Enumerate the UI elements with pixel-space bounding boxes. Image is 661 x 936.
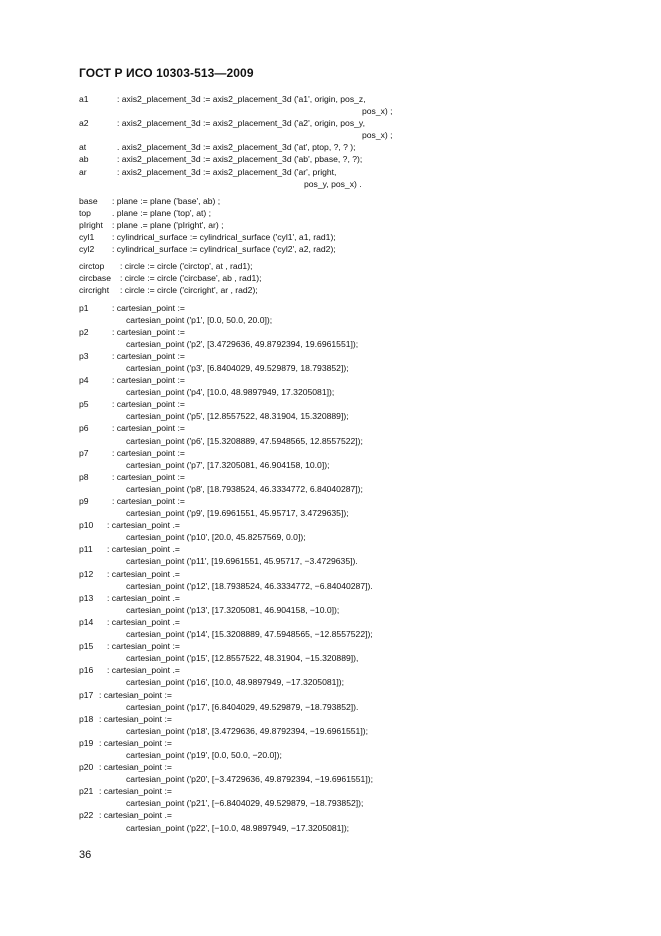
entity-definition: cartesian_point ('p16', [10.0, 48.9897949, −17.3205081]); (126, 677, 345, 688)
code-line (79, 725, 599, 737)
entity-name: p19 (79, 737, 94, 748)
code-line (79, 640, 599, 652)
entity-name: p15 (79, 641, 94, 652)
code-line (79, 141, 599, 153)
entity-definition: cartesian_point ('p5', [12.8557522, 48.31904, 15.320889]); (126, 411, 349, 422)
entity-definition: cartesian_point ('p6', [15.3208889, 47.5948565, 12.8557522]); (126, 435, 363, 446)
code-line (79, 785, 599, 797)
entity-definition: cartesian_point ('p12', [18.7938524, 46.3334772, −6.84040287]). (126, 580, 373, 591)
entity-definition: : cartesian_point := (112, 326, 185, 337)
entity-definition: cartesian_point ('p22', [−10.0, 48.9897949, −17.3205081]); (126, 822, 350, 833)
code-line (79, 260, 599, 272)
entity-definition: cartesian_point ('p18', [3.4729636, 49.8792394, −19.6961551]); (126, 725, 368, 736)
entity-definition: cartesian_point ('p10', [20.0, 45.8257569, 0.0]); (126, 532, 306, 543)
entity-definition: . axis2_placement_3d := axis2_placement_3d ('at', ptop, ?, ? ); (117, 142, 356, 153)
entity-name: ar (79, 166, 87, 177)
entity-definition: : cartesian_point := (112, 350, 185, 361)
code-line (79, 543, 599, 555)
entity-name: p17 (79, 689, 94, 700)
code-line (79, 362, 599, 374)
code-line (79, 713, 599, 725)
code-line (79, 129, 599, 141)
code-line (79, 422, 599, 434)
entity-definition: : cartesian_point := (99, 762, 172, 773)
entity-name: p9 (79, 496, 89, 506)
entity-name: circright (79, 285, 110, 296)
code-line (79, 749, 599, 761)
code-line (79, 153, 599, 165)
entity-definition: : cylindrical_surface := cylindrical_surface ('cyl2', a2, rad2); (112, 244, 336, 255)
code-line (79, 531, 599, 543)
code-line (79, 447, 599, 459)
entity-definition: : cartesian_point := (99, 786, 172, 797)
entity-name: p1 (79, 302, 89, 313)
code-line (79, 592, 599, 604)
entity-name: cyl1 (79, 232, 95, 243)
entity-definition: : cartesian_point := (107, 641, 180, 652)
entity-definition: cartesian_point ('p3', [6.8404029, 49.529879, 18.793852]); (126, 362, 349, 373)
entity-definition: pos_x) ; (362, 106, 393, 117)
entity-definition: cartesian_point ('p13', [17.3205081, 46.904158, −10.0]); (126, 604, 340, 615)
code-line (79, 195, 599, 207)
entity-definition: : cartesian_point := (112, 423, 185, 434)
code-line (79, 809, 599, 821)
code-line (79, 604, 599, 616)
entity-definition: : plane .= plane ('pIright', ar) ; (112, 219, 224, 230)
entity-definition: : cartesian_point .= (107, 665, 180, 676)
entity-definition: : axis2_placement_3d := axis2_placement_3d ('ab', pbase, ?, ?); (117, 154, 363, 165)
code-line (79, 166, 599, 178)
code-line (79, 568, 599, 580)
entity-definition: cartesian_point ('p11', [19.6961551, 45.95717, −3.4729635]). (126, 556, 358, 567)
code-line (79, 410, 599, 422)
code-line (79, 761, 599, 773)
code-line (79, 471, 599, 483)
entity-definition: cartesian_point ('p1', [0.0, 50.0, 20.0]); (126, 314, 273, 325)
entity-name: p20 (79, 762, 94, 773)
entity-definition: cartesian_point ('p17', [6.8404029, 49.529879, −18.793852]). (126, 701, 359, 712)
entity-definition: cartesian_point ('p2', [3.4729636, 49.8792394, 19.6961551]); (126, 338, 359, 349)
entity-definition: pos_y, pos_x) . (304, 178, 362, 189)
code-line (79, 676, 599, 688)
entity-definition: : circle := circle ('circright', ar , rad2); (120, 285, 258, 296)
code-line (79, 495, 599, 507)
entity-definition: : cartesian_point := (99, 689, 172, 700)
code-line (79, 507, 599, 519)
code-line (79, 374, 599, 386)
entity-definition: : cartesian_point := (112, 496, 185, 506)
entity-name: p10 (79, 520, 94, 531)
entity-definition: cartesian_point ('p8', [18.7938524, 46.3334772, 6.84040287]); (126, 483, 363, 494)
entity-name: p13 (79, 592, 94, 603)
entity-definition: : cartesian_point .= (107, 544, 180, 555)
code-line (79, 302, 599, 314)
code-line (79, 483, 599, 495)
code-line (79, 105, 599, 117)
entity-name: p18 (79, 713, 94, 724)
page-number: 36 (79, 849, 92, 861)
entity-name: p8 (79, 471, 89, 482)
entity-definition: : cartesian_point := (112, 471, 185, 482)
entity-definition: : cartesian_point := (99, 737, 172, 748)
code-line (79, 737, 599, 749)
code-line (79, 652, 599, 664)
entity-name: cyl2 (79, 244, 95, 255)
code-line (79, 616, 599, 628)
code-line (79, 689, 599, 701)
entity-name: p11 (79, 544, 93, 555)
code-line (79, 701, 599, 713)
code-line (79, 555, 599, 567)
code-line (79, 459, 599, 471)
entity-name: base (79, 195, 98, 206)
code-line (79, 231, 599, 243)
entity-definition: : cartesian_point .= (99, 810, 172, 821)
entity-name: pIright (79, 219, 103, 230)
entity-definition: cartesian_point ('p14', [15.3208889, 47.5948565, −12.8557522]); (126, 629, 373, 640)
entity-definition: pos_x) ; (362, 130, 393, 141)
entity-definition: : cartesian_point .= (107, 616, 180, 627)
entity-definition: cartesian_point ('p4', [10.0, 48.9897949, 17.3205081]); (126, 387, 335, 398)
code-line (79, 207, 599, 219)
entity-definition: : circle := circle ('circbase', ab , rad1); (120, 273, 262, 284)
entity-name: p22 (79, 810, 94, 821)
code-line (79, 797, 599, 809)
entity-name: p16 (79, 665, 94, 676)
entity-definition: : cartesian_point := (112, 302, 185, 313)
entity-definition: : circle := circle ('circtop', at , rad1); (120, 261, 253, 272)
entity-name: ab (79, 154, 89, 165)
entity-definition: : cartesian_point := (112, 375, 185, 386)
entity-definition: cartesian_point ('p21', [−6.8404029, 49.529879, −18.793852]); (126, 798, 364, 809)
entity-name: p6 (79, 423, 89, 434)
entity-definition: : cartesian_point .= (107, 592, 180, 603)
entity-definition: : cartesian_point .= (107, 520, 180, 531)
entity-name: p5 (79, 399, 89, 410)
entity-definition: cartesian_point ('p19', [0.0, 50.0, −20.0]); (126, 749, 282, 760)
entity-name: circbase (79, 273, 111, 284)
code-line (79, 219, 599, 231)
page-header: ГОСТ Р ИСО 10303-513—2009 (79, 66, 254, 80)
entity-name: circtop (79, 261, 105, 272)
entity-definition: cartesian_point ('p20', [−3.4729636, 49.8792394, −19.6961551]); (126, 774, 373, 785)
entity-definition: : axis2_placement_3d := axis2_placement_3d ('ar', pright, (117, 166, 337, 177)
entity-name: p7 (79, 447, 89, 458)
code-line (79, 773, 599, 785)
entity-name: p21 (79, 786, 94, 797)
entity-definition: : axis2_placement_3d := axis2_placement_3d ('a2', origin, pos_y, (117, 118, 365, 129)
code-line (79, 326, 599, 338)
code-line (79, 386, 599, 398)
code-line (79, 314, 599, 326)
entity-definition: . plane := plane ('top', at) ; (112, 207, 212, 218)
code-line (79, 580, 599, 592)
entity-definition: : cartesian_point := (99, 713, 172, 724)
code-line (79, 435, 599, 447)
entity-definition: : axis2_placement_3d := axis2_placement_3d ('a1', origin, pos_z, (117, 94, 366, 104)
entity-name: p4 (79, 375, 89, 386)
entity-definition: cartesian_point ('p15', [12.8557522, 48.31904, −15.320889]), (126, 653, 359, 664)
entity-definition: cartesian_point ('p7', [17.3205081, 46.904158, 10.0]); (126, 459, 330, 470)
code-line (79, 519, 599, 531)
code-line (79, 822, 599, 834)
document-body (79, 93, 599, 834)
code-line (79, 664, 599, 676)
entity-definition: : cartesian_point := (112, 399, 185, 410)
entity-name: at (79, 142, 87, 153)
entity-name: p2 (79, 326, 89, 337)
entity-name: p12 (79, 568, 94, 579)
entity-name: top (79, 207, 91, 218)
code-line (79, 117, 599, 129)
entity-name: a1 (79, 94, 89, 104)
entity-definition: : cartesian_point := (112, 447, 185, 458)
code-line (79, 398, 599, 410)
entity-name: a2 (79, 118, 89, 129)
entity-definition: : cylindrical_surface := cylindrical_surface ('cyl1', a1, rad1); (112, 232, 336, 243)
code-line (79, 243, 599, 255)
entity-definition: : cartesian_point .= (107, 568, 180, 579)
entity-definition: cartesian_point ('p9', [19.6961551, 45.95717, 3.4729635]); (126, 508, 349, 519)
code-line (79, 338, 599, 350)
code-line (79, 178, 599, 190)
code-line (79, 93, 599, 105)
entity-definition: : plane := plane ('base', ab) ; (112, 195, 221, 206)
code-line (79, 628, 599, 640)
code-line (79, 350, 599, 362)
entity-name: p3 (79, 350, 89, 361)
code-line (79, 284, 599, 296)
code-line (79, 272, 599, 284)
entity-name: p14 (79, 616, 94, 627)
